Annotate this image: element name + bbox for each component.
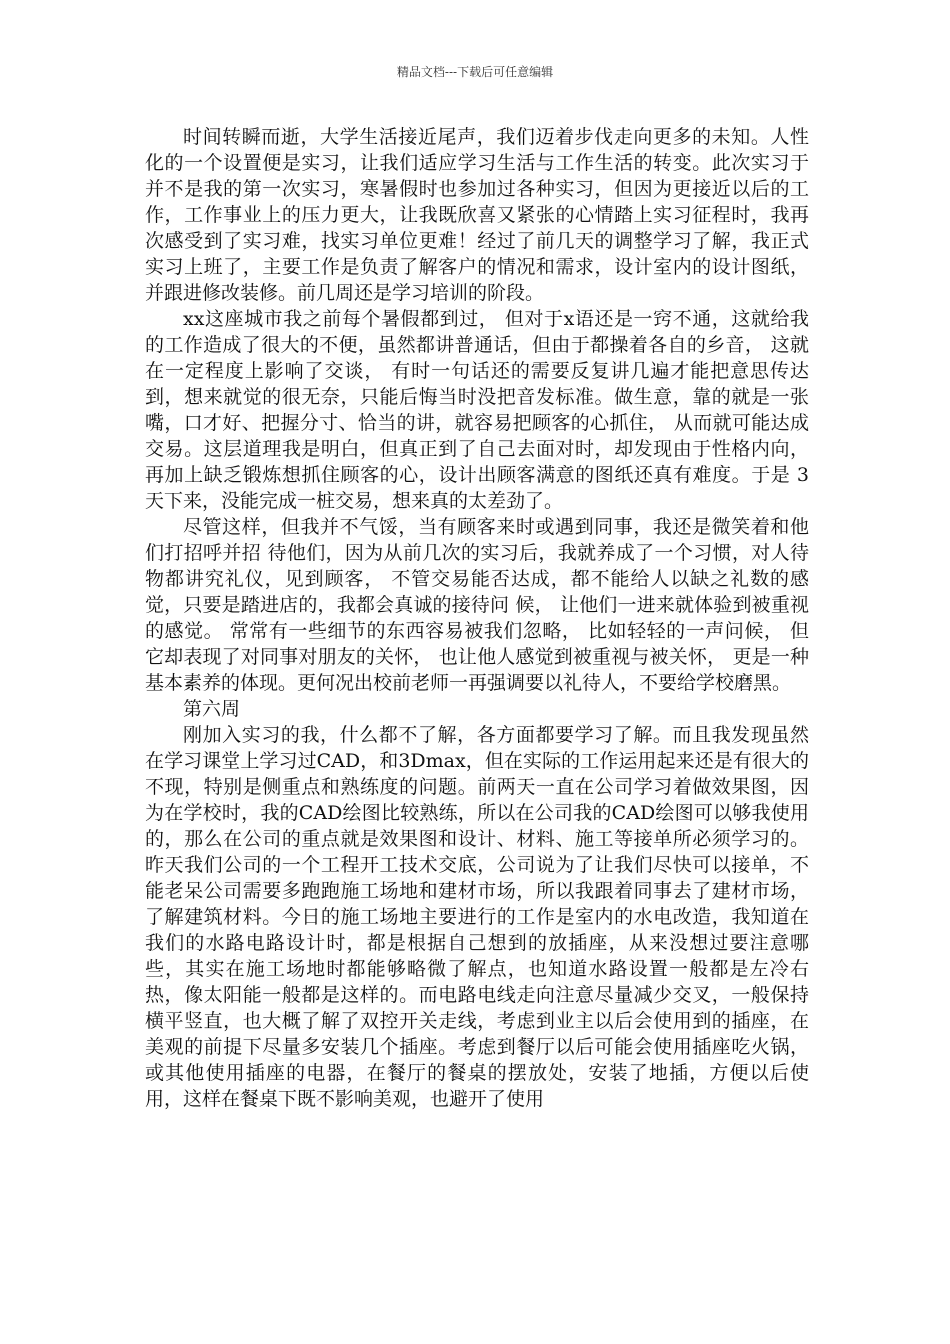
section-heading-week-six: 第六周 [183, 698, 241, 720]
document-body [145, 124, 809, 1112]
paragraph-etiquette: 尽管这样，但我并不气馁，当有顾客来时或遇到同事，我还是微笑着和他们打招呼并招 待他们，因为从前几次的实习后，我就养成了一个习惯，对人待物都讲究礼仪，见到顾客， 不管交易能否达成，都不能给人以缺之礼数的感觉，只要是踏进店的，我都会真诚的接待问 候， 让他们一进来就体验到被重视的感觉。 常常有一些细节的东西容易被我们忽略， 比如轻轻的一声问候， 但它却表现了对同事对朋友的关怀， 也让他人感觉到被重视与被关怀， 更是一种基本素养的体现。更何况出校前老师一再强调要以礼待人，不要给学校磨黑。 [145, 516, 809, 694]
paragraph-internship-intro: 时间转瞬而逝，大学生活接近尾声，我们迈着步伐走向更多的未知。人性化的一个设置便是实习，让我们适应学习生活与工作生活的转变。此次实习于并不是我的第一次实习，寒暑假时也参加过各种实习，但因为更接近以后的工作，工作事业上的压力更大，让我既欣喜又紧张的心情踏上实习征程时，我再次感受到了实习难，找实习单位更难！经过了前几天的调整学习了解，我正式实习上班了，主要工作是负责了解客户的情况和需求，设计室内的设计图纸，并跟进修改装修。前几周还是学习培训的阶段。 [145, 126, 809, 304]
paragraph-language-barrier: xx这座城市我之前每个暑假都到过， 但对于x语还是一窍不通，这就给我的工作造成了很大的不便，虽然都讲普通话，但由于都操着各自的乡音， 这就在一定程度上影响了交谈， 有时一句话还的需要反复讲几遍才能把意思传达到，想来就觉的很无奈，只能后悔当时没把音发标准。做生意，靠的就是一张嘴，口才好、把握分寸、恰当的讲，就容易把顾客的心抓住， 从而就可能达成交易。这层道理我是明白，但真正到了自己去面对时，却发现由于性格内向，再加上缺乏锻炼想抓住顾客的心，设计出顾客满意的图纸还真有难度。于是 3 天下来，没能完成一桩交易，想来真的太差劲了。 [145, 308, 809, 512]
paragraph-week-six: 刚加入实习的我，什么都不了解，各方面都要学习了解。而且我发现虽然在学习课堂上学习过CAD，和3Dmax，但在实际的工作运用起来还是有很大的不现，特别是侧重点和熟练度的问题。前两天一直在公司学习着做效果图，因为在学校时，我的CAD绘图比较熟练，所以在公司我的CAD绘图可以够我使用的，那么在公司的重点就是效果图和设计、材料、施工等接单所必须学习的。昨天我们公司的一个工程开工技术交底，公司说为了让我们尽快可以接单，不能老呆公司需要多跑跑施工场地和建材市场，所以我跟着同事去了建材市场，了解建筑材料。今日的施工场地主要进行的工作是室内的水电改造，我知道在我们的水路电路设计时，都是根据自己想到的放插座，从来没想过要注意哪些，其实在施工场地时都能够略微了解点，也知道水路设置一般都是左冷右热，像太阳能一般都是这样的。而电路电线走向注意尽量减少交叉，一般保持横平竖直，也大概了解了双控开关走线，考虑到业主以后会使用到的插座，在美观的前提下尽量多安装几个插座。考虑到餐厅以后可能会使用插座吃火锅，或其他使用插座的电器，在餐厅的餐桌的摆放处，安装了地插，方便以后使用，这样在餐桌下既不影响美观，也避开了使用 [145, 724, 809, 1110]
page-header: 精品文档---下载后可任意编辑 [396, 65, 554, 79]
